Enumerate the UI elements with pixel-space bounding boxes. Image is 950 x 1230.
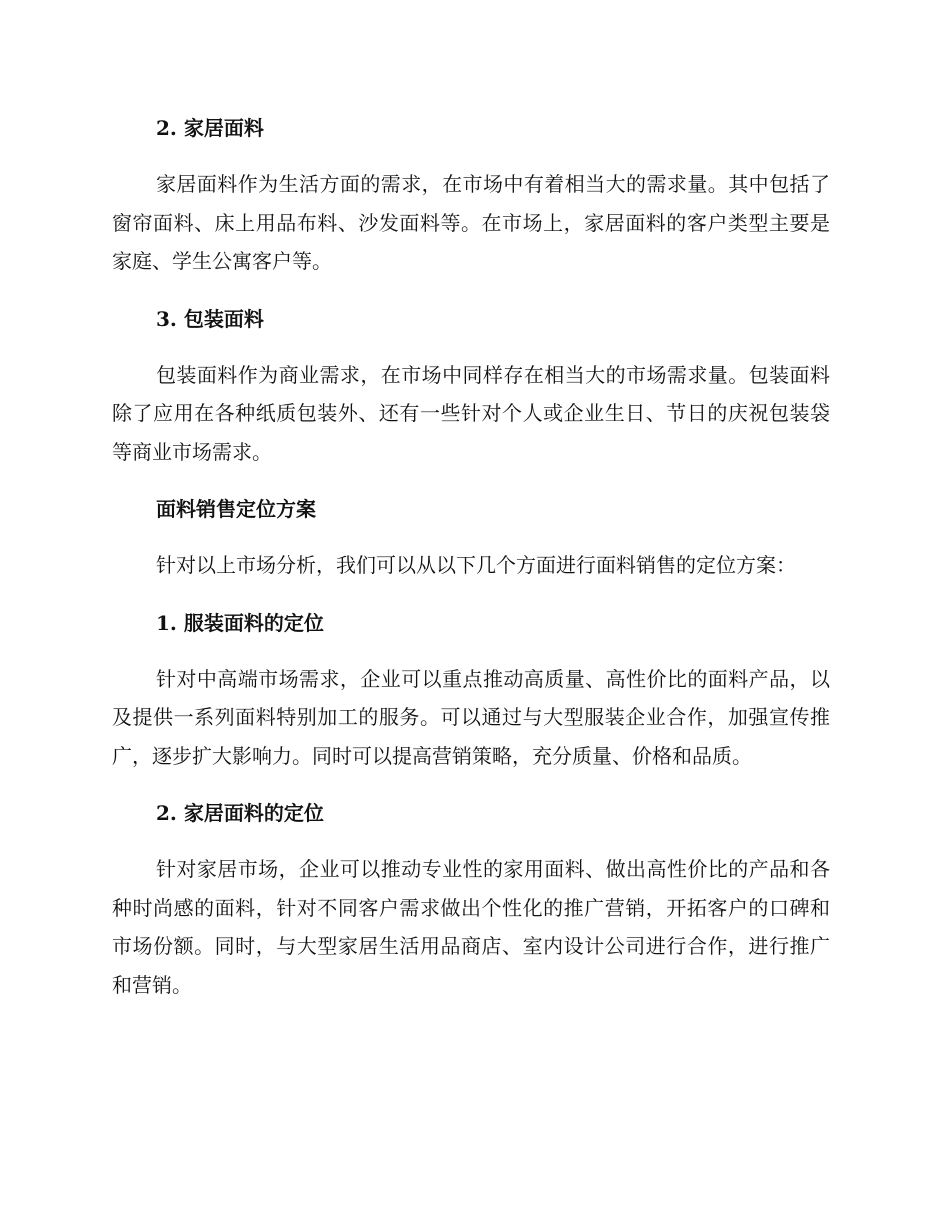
section-heading-home-positioning: 2. 家居面料的定位	[156, 801, 324, 825]
section-heading-positioning-plan: 面料销售定位方案	[156, 497, 316, 521]
section-heading-home-fabric: 2. 家居面料	[156, 116, 264, 140]
spacer	[112, 833, 830, 850]
spacer	[112, 529, 830, 546]
section-paragraph-packaging-fabric: 包装面料作为商业需求，在市场中同样存在相当大的市场需求量。包装面料除了应用在各种纸质包装外、还有一些针对个人或企业生日、节日的庆祝包装袋等商业市场需求。	[112, 362, 830, 464]
spacer	[112, 775, 830, 793]
document-page	[112, 108, 830, 1004]
section-heading-packaging-fabric: 3. 包装面料	[156, 306, 264, 331]
section-paragraph-home-positioning: 针对家居市场，企业可以推动专业性的家用面料、做出高性价比的产品和各种时尚感的面料，针对不同客户需求做出个性化的推广营销，开拓客户的口碑和市场份额。同时，与大型家居生活用品商店、室内设计公司进行合作，进行推广和营销。	[112, 857, 830, 997]
spacer	[112, 471, 830, 489]
section-paragraph-clothing-positioning: 针对中高端市场需求，企业可以重点推动高质量、高性价比的面料产品，以及提供一系列面料特别加工的服务。可以通过与大型服装企业合作，加强宣传推广，逐步扩大影响力。同时可以提高营销策略，充分质量、价格和品质。	[112, 666, 830, 768]
spacer	[112, 281, 830, 299]
spacer	[112, 643, 830, 660]
section-heading-clothing-positioning: 1. 服装面料的定位	[156, 610, 324, 635]
spacer	[112, 585, 830, 603]
section-paragraph-positioning-plan: 针对以上市场分析，我们可以从以下几个方面进行面料销售的定位方案：	[156, 553, 796, 577]
spacer	[112, 148, 830, 165]
spacer	[112, 339, 830, 356]
section-paragraph-home-fabric: 家居面料作为生活方面的需求，在市场中有着相当大的需求量。其中包括了窗帘面料、床上用品布料、沙发面料等。在市场上，家居面料的客户类型主要是家庭、学生公寓客户等。	[112, 172, 830, 273]
